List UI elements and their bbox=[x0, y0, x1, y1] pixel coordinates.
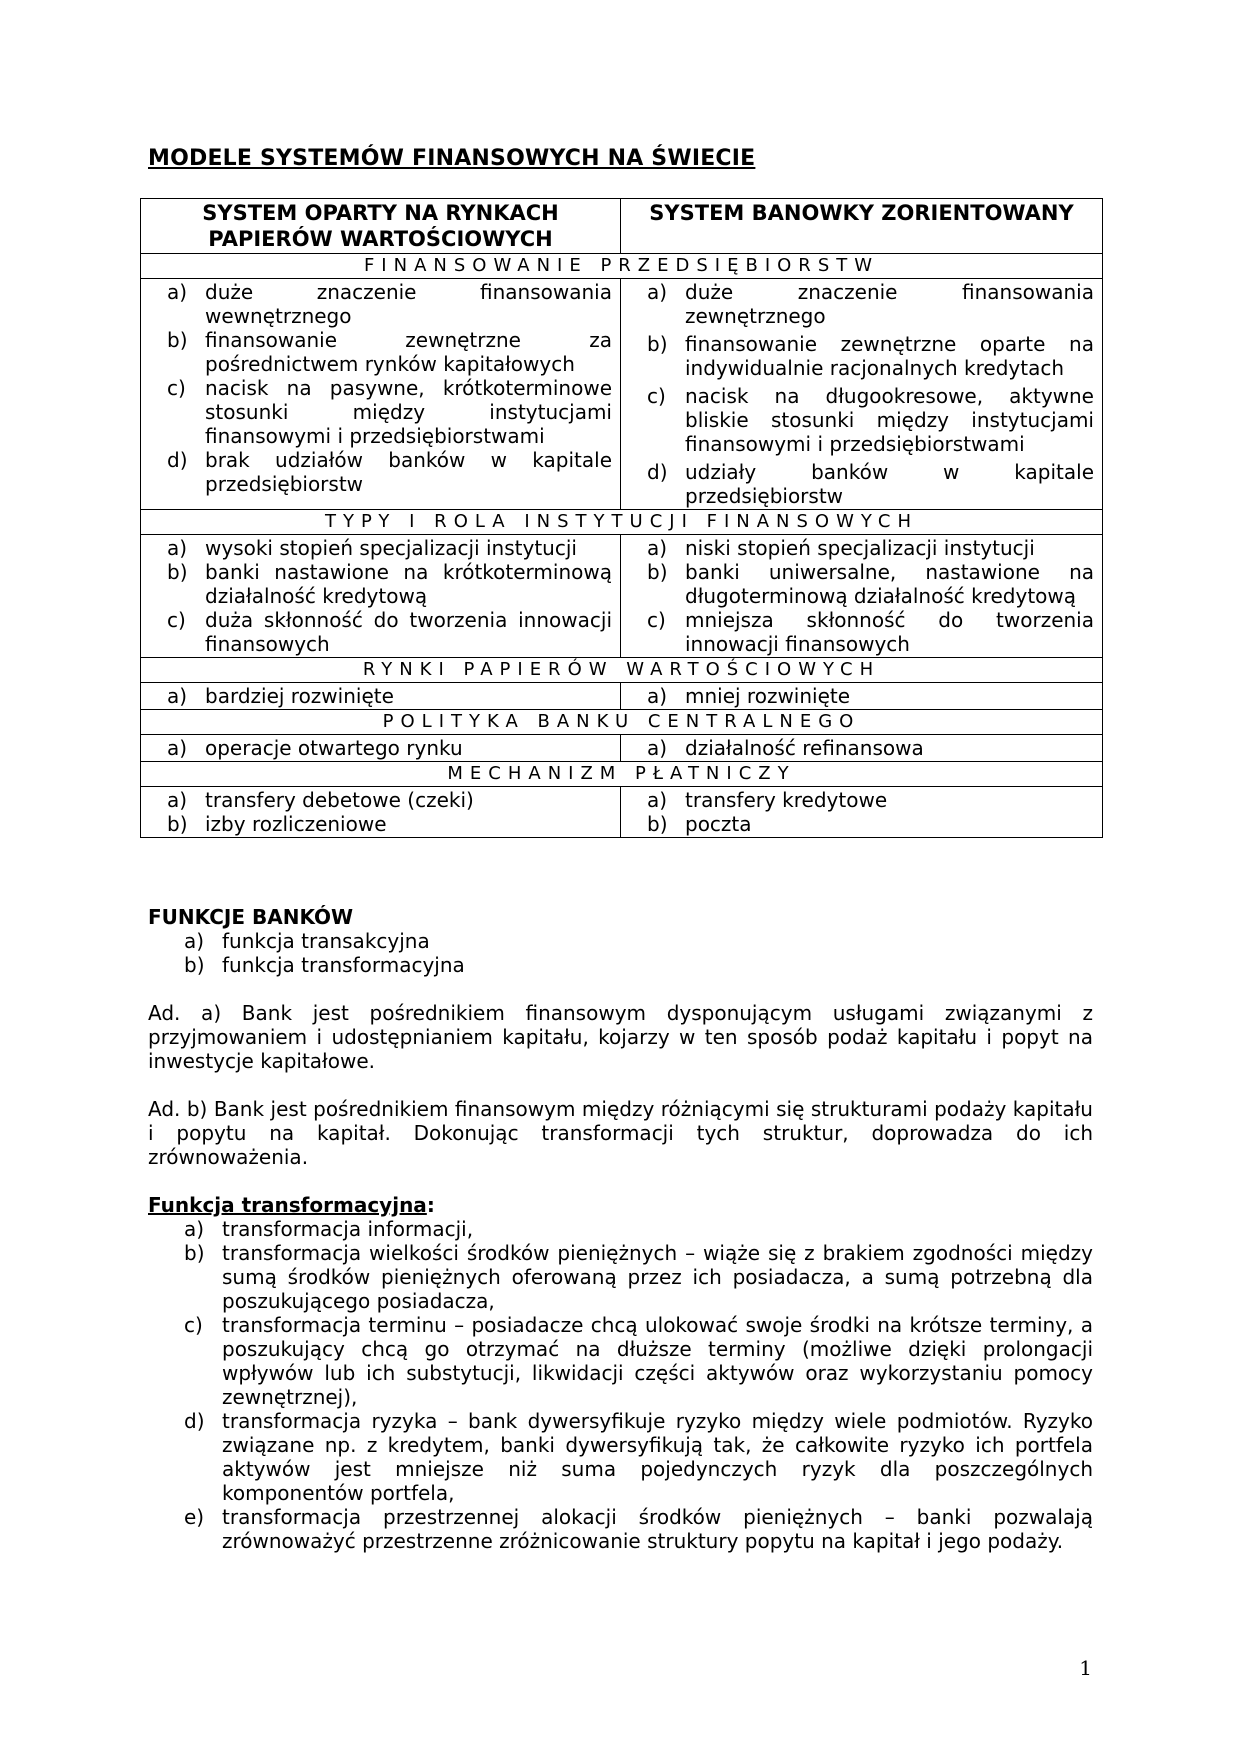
cell-left bbox=[141, 535, 621, 658]
item-text: nacisk na długookresowe, aktywne bliskie stosunki między instytucjami finansowymi i przedsiębiorstwami bbox=[685, 384, 1094, 456]
item-letter: b) bbox=[647, 812, 668, 836]
cell-left bbox=[141, 787, 621, 838]
item-text: transfery kredytowe bbox=[685, 788, 888, 812]
item-text: duże znaczenie finansowania wewnętrznego bbox=[205, 280, 612, 328]
list-item bbox=[629, 736, 1094, 760]
list-item bbox=[148, 929, 1093, 953]
cell-right bbox=[621, 535, 1103, 658]
item-text: finansowanie zewnętrzne za pośrednictwem rynków kapitałowych bbox=[205, 328, 612, 376]
item-letter: a) bbox=[167, 788, 188, 812]
list-item bbox=[149, 736, 612, 760]
item-text: poczta bbox=[685, 812, 752, 836]
section-content-row bbox=[141, 279, 1103, 510]
list-item bbox=[629, 684, 1094, 708]
item-text: bardziej rozwinięte bbox=[205, 684, 394, 708]
item-text: banki nastawione na krótkoterminową działalność kredytową bbox=[205, 560, 612, 608]
list-item bbox=[148, 1217, 1093, 1241]
item-list bbox=[629, 536, 1094, 656]
item-text: transformacja terminu – posiadacze chcą ulokować swoje środki na krótsze terminy, a poszukujący chcą go otrzymać na dłuższe terminy (możliwe dzięki prolongacji wpływów lub ich substytucji, likwidacji części aktywów oraz wykorzystaniu pomocy zewnętrznej), bbox=[222, 1313, 1093, 1409]
section-heading: TYPY I ROLA INSTYTUCJI FINANSOWYCH bbox=[141, 510, 1103, 535]
cell-left bbox=[141, 683, 621, 710]
section-heading-row bbox=[141, 254, 1103, 279]
list-item bbox=[149, 560, 612, 608]
cell-right bbox=[621, 787, 1103, 838]
item-letter: c) bbox=[167, 608, 186, 632]
item-list bbox=[629, 684, 1094, 708]
list-item bbox=[629, 608, 1094, 656]
item-list bbox=[149, 684, 612, 708]
item-list bbox=[629, 280, 1094, 508]
list-item bbox=[149, 280, 612, 328]
item-letter: a) bbox=[647, 280, 668, 304]
item-letter: e) bbox=[184, 1505, 205, 1529]
header-left: SYSTEM OPARTY NA RYNKACH PAPIERÓW WARTOŚCIOWYCH bbox=[141, 199, 621, 254]
section-heading: MECHANIZM PŁATNICZY bbox=[141, 762, 1103, 787]
item-letter: a) bbox=[167, 684, 188, 708]
item-letter: d) bbox=[647, 460, 668, 484]
item-text: nacisk na pasywne, krótkoterminowe stosunki między instytucjami finansowymi i przedsiębiorstwami bbox=[205, 376, 612, 448]
item-list bbox=[149, 736, 612, 760]
list-item bbox=[629, 788, 1094, 812]
item-letter: b) bbox=[647, 560, 668, 584]
section-heading-row bbox=[141, 658, 1103, 683]
list-item bbox=[148, 1313, 1093, 1409]
item-text: transfery debetowe (czeki) bbox=[205, 788, 474, 812]
section-heading-row bbox=[141, 762, 1103, 787]
item-letter: a) bbox=[647, 788, 668, 812]
item-letter: b) bbox=[167, 560, 188, 584]
paragraph-ad-a: Ad. a) Bank jest pośrednikiem finansowym dysponującym usługami związanymi z przyjmowaniem i udostępnianiem kapitału, kojarzy w ten sposób podaż kapitału i popyt na inwestycje kapitałowe. bbox=[148, 1001, 1093, 1073]
item-letter: a) bbox=[647, 684, 668, 708]
section-heading: RYNKI PAPIERÓW WARTOŚCIOWYCH bbox=[141, 658, 1103, 683]
item-text: funkcja transakcyjna bbox=[222, 929, 430, 953]
paragraph-ad-b: Ad. b) Bank jest pośrednikiem finansowym między różniącymi się strukturami podaży kapitału i popytu na kapitał. Dokonując transformacji tych struktur, doprowadza do ich zrównoważenia. bbox=[148, 1097, 1093, 1169]
table-header-row bbox=[141, 199, 1103, 254]
comparison-table bbox=[140, 198, 1103, 838]
item-text: duże znaczenie finansowania zewnętrznego bbox=[685, 280, 1094, 328]
item-text: mniej rozwinięte bbox=[685, 684, 851, 708]
transformacyjna-heading-line bbox=[148, 1193, 1093, 1217]
cell-right bbox=[621, 735, 1103, 762]
item-list bbox=[629, 736, 1094, 760]
funkcje-heading: FUNKCJE BANKÓW bbox=[148, 905, 354, 929]
item-text: izby rozliczeniowe bbox=[205, 812, 387, 836]
list-item bbox=[629, 560, 1094, 608]
item-letter: a) bbox=[167, 536, 188, 560]
list-item bbox=[148, 1505, 1093, 1553]
cell-right bbox=[621, 683, 1103, 710]
list-item bbox=[149, 788, 612, 812]
item-list bbox=[149, 280, 612, 496]
list-item bbox=[149, 608, 612, 656]
list-item bbox=[629, 460, 1094, 508]
list-item bbox=[629, 280, 1094, 328]
section-heading: POLITYKA BANKU CENTRALNEGO bbox=[141, 710, 1103, 735]
list-item bbox=[148, 1409, 1093, 1505]
transformacyjna-heading: Funkcja transformacyjna bbox=[148, 1193, 427, 1217]
item-letter: a) bbox=[647, 736, 668, 760]
section-content-row bbox=[141, 735, 1103, 762]
item-text: mniejsza skłonność do tworzenia innowacji finansowych bbox=[685, 608, 1094, 656]
item-list bbox=[629, 788, 1094, 836]
heading-colon: : bbox=[426, 1193, 435, 1217]
list-item bbox=[148, 953, 1093, 977]
item-letter: a) bbox=[184, 1217, 205, 1241]
section-heading-row bbox=[141, 710, 1103, 735]
item-text: funkcja transformacyjna bbox=[222, 953, 465, 977]
list-item bbox=[629, 384, 1094, 456]
item-letter: c) bbox=[184, 1313, 203, 1337]
item-text: udziały banków w kapitale przedsiębiorstw bbox=[685, 460, 1094, 508]
item-text: finansowanie zewnętrzne oparte na indywidualnie racjonalnych kredytach bbox=[685, 332, 1094, 380]
funkcje-list bbox=[148, 929, 1093, 977]
transformacyjna-list bbox=[148, 1217, 1093, 1553]
page-number: 1 bbox=[1079, 1656, 1092, 1680]
item-list bbox=[149, 536, 612, 656]
item-text: brak udziałów banków w kapitale przedsiębiorstw bbox=[205, 448, 612, 496]
list-item bbox=[149, 684, 612, 708]
cell-right bbox=[621, 279, 1103, 510]
list-item bbox=[629, 812, 1094, 836]
list-item bbox=[149, 448, 612, 496]
section-heading: FINANSOWANIE PRZEDSIĘBIORSTW bbox=[141, 254, 1103, 279]
item-letter: b) bbox=[167, 812, 188, 836]
item-letter: a) bbox=[184, 929, 205, 953]
item-text: duża skłonność do tworzenia innowacji finansowych bbox=[205, 608, 612, 656]
item-text: banki uniwersalne, nastawione na długoterminową działalność kredytową bbox=[685, 560, 1094, 608]
item-text: działalność refinansowa bbox=[685, 736, 924, 760]
funkcje-section bbox=[148, 905, 1093, 1553]
header-right: SYSTEM BANOWKY ZORIENTOWANY bbox=[621, 199, 1103, 254]
item-letter: c) bbox=[167, 376, 186, 400]
item-text: wysoki stopień specjalizacji instytucji bbox=[205, 536, 577, 560]
item-letter: c) bbox=[647, 608, 666, 632]
list-item bbox=[149, 328, 612, 376]
item-letter: b) bbox=[184, 953, 205, 977]
item-letter: b) bbox=[184, 1241, 205, 1265]
list-item bbox=[629, 536, 1094, 560]
section-content-row bbox=[141, 683, 1103, 710]
list-item bbox=[149, 376, 612, 448]
item-text: transformacja informacji, bbox=[222, 1217, 474, 1241]
cell-left bbox=[141, 735, 621, 762]
item-text: transformacja wielkości środków pieniężnych – wiąże się z brakiem zgodności między sumą środków pieniężnych oferowaną przez ich posiadacza, a sumą potrzebną dla poszukującego posiadacza, bbox=[222, 1241, 1093, 1313]
section-content-row bbox=[141, 787, 1103, 838]
list-item bbox=[629, 332, 1094, 380]
item-letter: b) bbox=[647, 332, 668, 356]
item-letter: d) bbox=[184, 1409, 205, 1433]
item-text: operacje otwartego rynku bbox=[205, 736, 463, 760]
section-heading-row bbox=[141, 510, 1103, 535]
item-list bbox=[149, 788, 612, 836]
cell-left bbox=[141, 279, 621, 510]
section-content-row bbox=[141, 535, 1103, 658]
item-text: transformacja przestrzennej alokacji środków pieniężnych – banki pozwalają zrównoważyć przestrzenne zróżnicowanie struktury popytu na kapitał i jego podaży. bbox=[222, 1505, 1093, 1553]
item-letter: d) bbox=[167, 448, 188, 472]
list-item bbox=[149, 812, 612, 836]
item-letter: a) bbox=[647, 536, 668, 560]
list-item bbox=[148, 1241, 1093, 1313]
item-text: niski stopień specjalizacji instytucji bbox=[685, 536, 1035, 560]
item-letter: c) bbox=[647, 384, 666, 408]
item-letter: a) bbox=[167, 736, 188, 760]
page-title: MODELE SYSTEMÓW FINANSOWYCH NA ŚWIECIE bbox=[148, 146, 756, 171]
item-letter: b) bbox=[167, 328, 188, 352]
item-text: transformacja ryzyka – bank dywersyfikuje ryzyko między wiele podmiotów. Ryzyko związane np. z kredytem, banki dywersyfikują tak, że całkowite ryzyko ich portfela aktywów jest mniejsze niż suma pojedynczych ryzyk dla poszczególnych komponentów portfela, bbox=[222, 1409, 1093, 1505]
list-item bbox=[149, 536, 612, 560]
item-letter: a) bbox=[167, 280, 188, 304]
